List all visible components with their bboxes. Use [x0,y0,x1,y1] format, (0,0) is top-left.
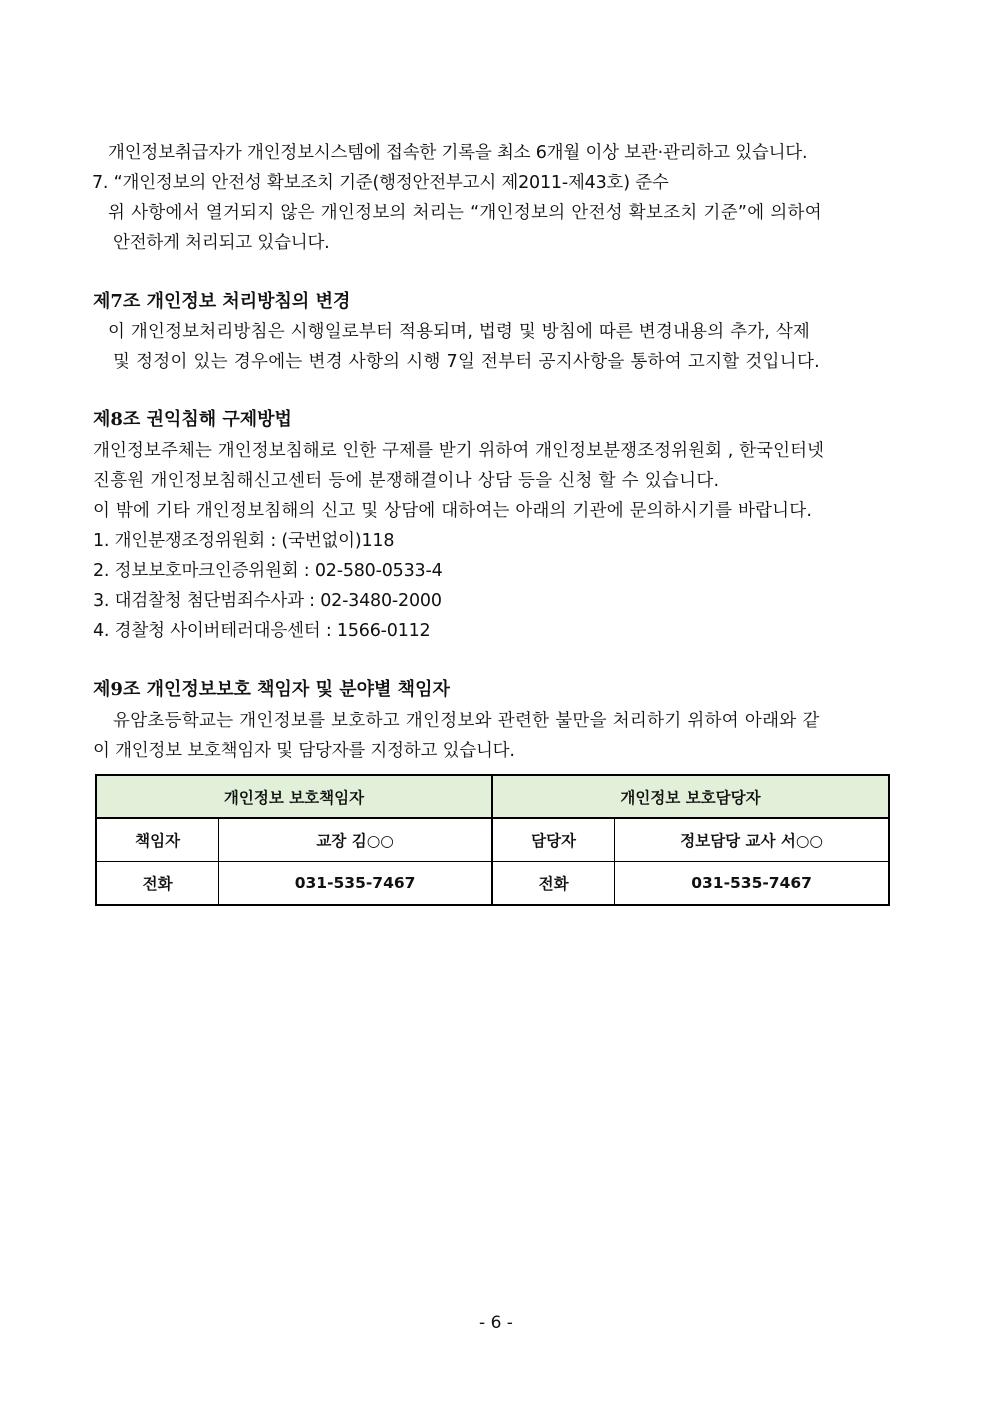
page-number: - 6 - [479,1313,513,1333]
section-heading-7: 제7조 개인정보 처리방침의 변경 [93,291,351,312]
body-text-line: 이 개인정보처리방침은 시행일로부터 적용되며, 법령 및 방침에 따른 변경내용의 추가, 삭제 [108,322,811,342]
body-text-line: 이 개인정보 보호책임자 및 담당자를 지정하고 있습니다. [93,741,515,761]
body-text-line: 안전하게 처리되고 있습니다. [113,233,330,253]
list-item: 1. 개인분쟁조정위원회 : (국번없이)118 [93,531,395,551]
table-cell-label: 전화 [96,862,219,906]
list-item: 2. 정보보호마크인증위원회 : 02-580-0533-4 [93,561,443,581]
header-cell-manager: 개인정보 보호담당자 [492,775,889,818]
table-cell-label: 전화 [492,862,615,906]
table-cell-value: 031-535-7467 [615,862,889,906]
table-header-row [96,775,889,818]
header-cell-officer: 개인정보 보호책임자 [96,775,492,818]
table-row [96,862,889,906]
body-text-line: 위 사항에서 열거되지 않은 개인정보의 처리는 “개인정보의 안전성 확보조치 기준”에 의하여 [108,203,822,223]
body-text-line: 및 정정이 있는 경우에는 변경 사항의 시행 7일 전부터 공지사항을 통하여 고지할 것입니다. [113,352,821,372]
body-text-line: 이 밖에 기타 개인정보침해의 신고 및 상담에 대하여는 아래의 기관에 문의하시기를 바랍니다. [93,501,813,521]
body-text-line: 개인정보주체는 개인정보침해로 인한 구제를 받기 위하여 개인정보분쟁조정위원회 , 한국인터넷 [93,441,825,461]
body-text-line: 개인정보취급자가 개인정보시스템에 접속한 기록을 최소 6개월 이상 보관·관리하고 있습니다. [108,143,808,163]
body-text-line: 유암초등학교는 개인정보를 보호하고 개인정보와 관련한 불만을 처리하기 위하여 아래와 같 [113,711,820,731]
table-row [96,818,889,862]
section-heading-8: 제8조 권익침해 구제방법 [93,409,292,430]
table-cell-value: 교장 김○○ [219,818,492,862]
table-cell-label: 담당자 [492,818,615,862]
table-cell-value: 정보담당 교사 서○○ [615,818,889,862]
body-text-line: 진흥원 개인정보침해신고센터 등에 분쟁해결이나 상담 등을 신청 할 수 있습니다. [93,471,720,491]
list-item: 4. 경찰청 사이버테러대응센터 : 1566-0112 [93,621,431,641]
table-cell-label: 책임자 [96,818,219,862]
list-item: 3. 대검찰청 첨단범죄수사과 : 02-3480-2000 [93,591,442,611]
contact-table [95,774,890,906]
list-item-7-title: 7. “개인정보의 안전성 확보조치 기준(행정안전부고시 제2011-제43호) 준수 [92,173,669,193]
table-cell-value: 031-535-7467 [219,862,492,906]
section-heading-9: 제9조 개인정보보호 책임자 및 분야별 책임자 [93,679,450,700]
